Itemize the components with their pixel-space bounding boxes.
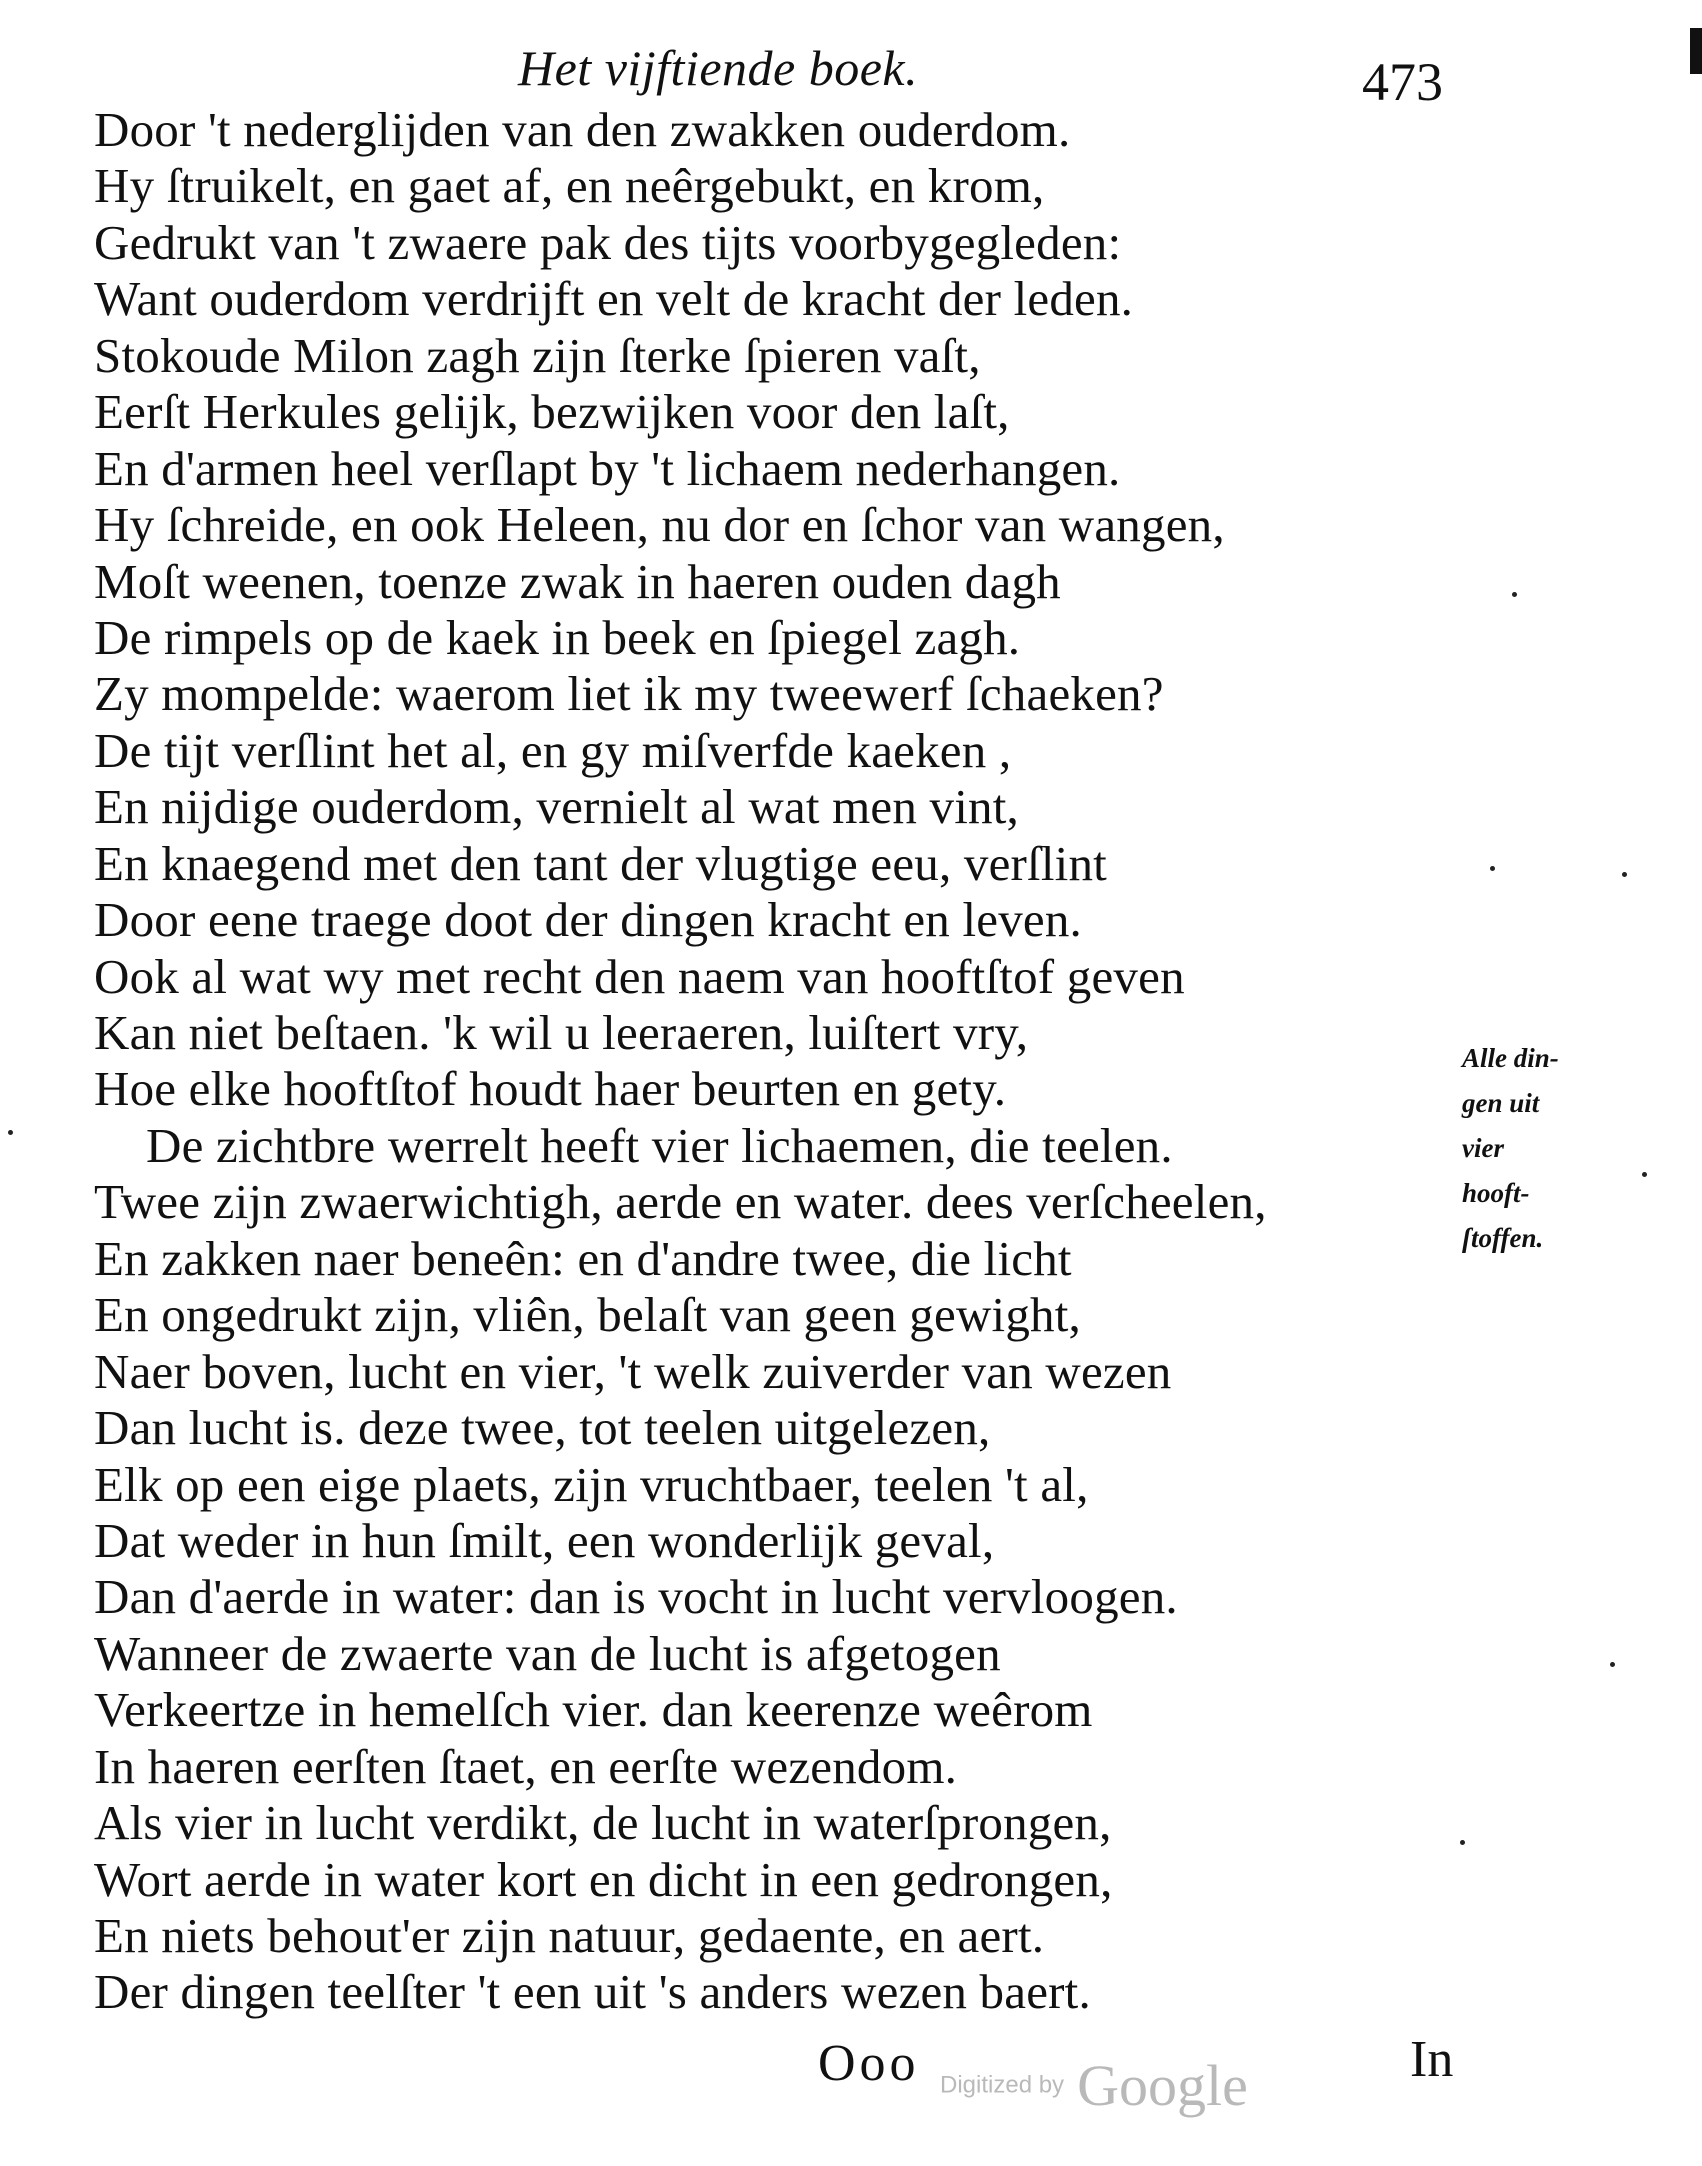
margin-note (1462, 1036, 1592, 1261)
margin-note-line: Alle din- (1462, 1043, 1559, 1073)
verse-line-indented: De zichtbre werrelt heeft vier lichaemen, die teelen. (146, 1117, 1173, 1173)
margin-note-line: hooft- (1462, 1178, 1530, 1208)
verse-line: En ongedrukt zijn, vliên, belaſt van geen gewight, (94, 1287, 1082, 1343)
verse-line: Hoe elke hooftſtof houdt haer beurten en gety. (94, 1061, 1007, 1117)
verse-line: Dat weder in hun ſmilt, een wonderlijk geval, (94, 1512, 995, 1568)
ink-speck (1460, 1840, 1465, 1845)
ink-speck (1490, 866, 1495, 871)
ink-speck (1642, 1172, 1647, 1177)
verse-line: Wanneer de zwaerte van de lucht is afgetogen (94, 1625, 1001, 1681)
verse-line: Hy ſtruikelt, en gaet af, en neêrgebukt, en krom, (94, 158, 1045, 214)
verse-line: Stokoude Milon zagh zijn ſterke ſpieren vaſt, (94, 327, 981, 383)
running-title: Het vijftiende boek. (518, 40, 919, 96)
verse-line: Door eene traege doot der dingen kracht en leven. (94, 892, 1083, 948)
margin-note-line: ſtoffen. (1462, 1223, 1544, 1253)
ink-speck (1512, 592, 1517, 597)
verse-line: Dan d'aerde in water: dan is vocht in lucht vervloogen. (94, 1569, 1178, 1625)
verse-line: Naer boven, lucht en vier, 't welk zuiverder van wezen (94, 1343, 1172, 1399)
verse-line: De tijt verſlint het al, en gy miſverfde kaeken , (94, 722, 1012, 778)
verse-line: In haeren eerſten ſtaet, en eerſte wezendom. (94, 1738, 958, 1794)
verse-line: Zy mompelde: waerom liet ik my tweewerf ſchaeken? (94, 666, 1164, 722)
catchword: In (1410, 2031, 1454, 2088)
ink-speck (8, 1130, 13, 1135)
verse-line: En knaegend met den tant der vlugtige eeu, verſlint (94, 835, 1108, 891)
signature-mark: Ooo (818, 2035, 920, 2092)
verse-line: En niets behout'er zijn natuur, gedaente, en aert. (94, 1908, 1045, 1963)
page-number: 473 (1362, 52, 1443, 112)
verse-line: Der dingen teelſter 't een uit 's anders wezen baert. (94, 1964, 1091, 2020)
verse-line: Als vier in lucht verdikt, de lucht in waterſprongen, (94, 1795, 1112, 1851)
verse-line: En zakken naer beneên: en d'andre twee, die licht (94, 1230, 1072, 1286)
verse-text (94, 102, 1464, 2021)
digitized-watermark (940, 2052, 1248, 2119)
verse-line: Moſt weenen, toenze zwak in haeren ouden dagh (94, 553, 1061, 609)
verse-line: Dan lucht is. deze twee, tot teelen uitgelezen, (94, 1400, 991, 1456)
verse-line: Elk op een eige plaets, zijn vruchtbaer, teelen 't al, (94, 1456, 1089, 1512)
verse-line: Eerſt Herkules gelijk, bezwijken voor den laſt, (94, 384, 1010, 440)
page-edge-mark (1690, 28, 1702, 74)
google-logo: Google (1077, 2053, 1248, 2118)
verse-line: Hy ſchreide, en ook Heleen, nu dor en ſchor van wangen, (94, 497, 1225, 553)
verse-line: Wort aerde in water kort en dicht in een gedrongen, (94, 1851, 1113, 1907)
ink-speck (1610, 1662, 1615, 1667)
verse-line: En d'armen heel verſlapt by 't lichaem nederhangen. (94, 440, 1121, 496)
watermark-prefix: Digitized by (940, 2071, 1065, 2099)
verse-line: Door 't nederglijden van den zwakken ouderdom. (94, 102, 1071, 157)
margin-note-line: vier (1462, 1133, 1504, 1163)
verse-line: Ook al wat wy met recht den naem van hooftſtof geven (94, 948, 1185, 1004)
verse-line: En nijdige ouderdom, vernielt al wat men vint, (94, 779, 1020, 835)
verse-line: Gedrukt van 't zwaere pak des tijts voorbygegleden: (94, 214, 1122, 270)
ink-speck (1622, 872, 1627, 877)
margin-note-line: gen uit (1462, 1088, 1540, 1118)
verse-line: Verkeertze in hemelſch vier. dan keerenze weêrom (94, 1682, 1093, 1738)
verse-line: De rimpels op de kaek in beek en ſpiegel zagh. (94, 609, 1021, 665)
verse-line: Twee zijn zwaerwichtigh, aerde en water. dees verſcheelen, (94, 1174, 1267, 1230)
verse-line: Want ouderdom verdrijft en velt de kracht der leden. (94, 271, 1134, 327)
verse-line: Kan niet beſtaen. 'k wil u leeraeren, luiſtert vry, (94, 1005, 1029, 1060)
